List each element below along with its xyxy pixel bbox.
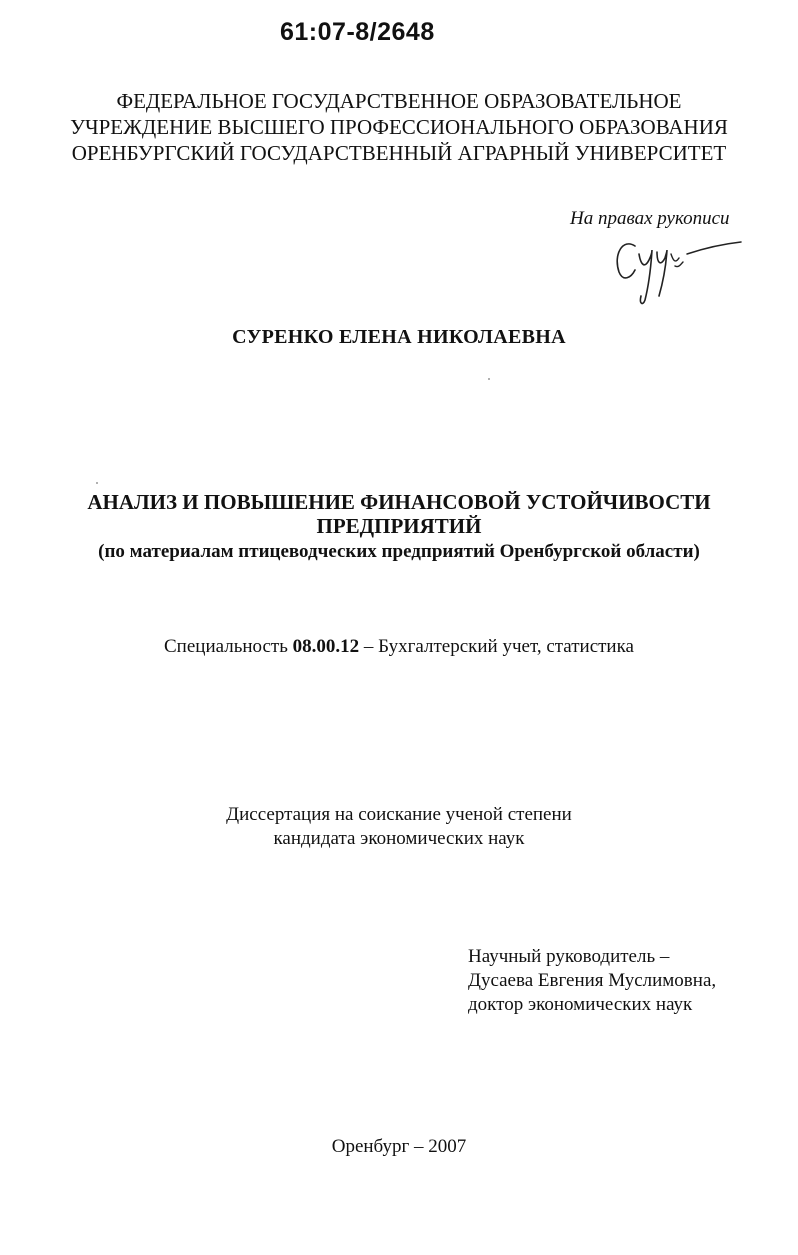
specialty-prefix: Специальность (164, 636, 293, 657)
institution-header (0, 88, 798, 166)
title-line-1: АНАЛИЗ И ПОВЫШЕНИЕ ФИНАНСОВОЙ УСТОЙЧИВОСТИ (87, 490, 711, 514)
degree-statement (0, 803, 798, 851)
manuscript-rights-note: На правах рукописи (570, 208, 730, 229)
advisor-line-2: Дусаева Евгения Муслимовна, (468, 970, 717, 991)
city-year: Оренбург – 2007 (331, 1136, 467, 1157)
institution-line-1: ФЕДЕРАЛЬНОЕ ГОСУДАРСТВЕННОЕ ОБРАЗОВАТЕЛЬНОЕ (116, 89, 682, 113)
specialty-suffix: – Бухгалтерский учет, статистика (359, 636, 634, 657)
dissertation-subtitle: (по материалам птицеводческих предприятий Оренбургской области) (98, 541, 700, 562)
advisor-line-3: доктор экономических наук (468, 994, 693, 1015)
specialty-line (0, 636, 798, 658)
scan-speck (96, 482, 98, 484)
institution-line-3: ОРЕНБУРГСКИЙ ГОСУДАРСТВЕННЫЙ АГРАРНЫЙ УНИВЕРСИТЕТ (71, 141, 727, 165)
scan-speck (488, 378, 490, 380)
handwritten-signature-icon (605, 232, 745, 312)
archive-code: 61:07-8/2648 (280, 18, 435, 46)
institution-line-2: УЧРЕЖДЕНИЕ ВЫСШЕГО ПРОФЕССИОНАЛЬНОГО ОБРАЗОВАНИЯ (70, 115, 728, 139)
scientific-advisor (468, 945, 716, 1017)
dissertation-title (0, 490, 798, 538)
author-name: СУРЕНКО ЕЛЕНА НИКОЛАЕВНА (232, 326, 566, 348)
specialty-code: 08.00.12 (292, 636, 360, 657)
degree-line-1: Диссертация на соискание ученой степени (226, 804, 572, 825)
title-line-2: ПРЕДПРИЯТИЙ (316, 514, 482, 538)
advisor-line-1: Научный руководитель – (468, 946, 670, 967)
degree-line-2: кандидата экономических наук (273, 828, 525, 849)
